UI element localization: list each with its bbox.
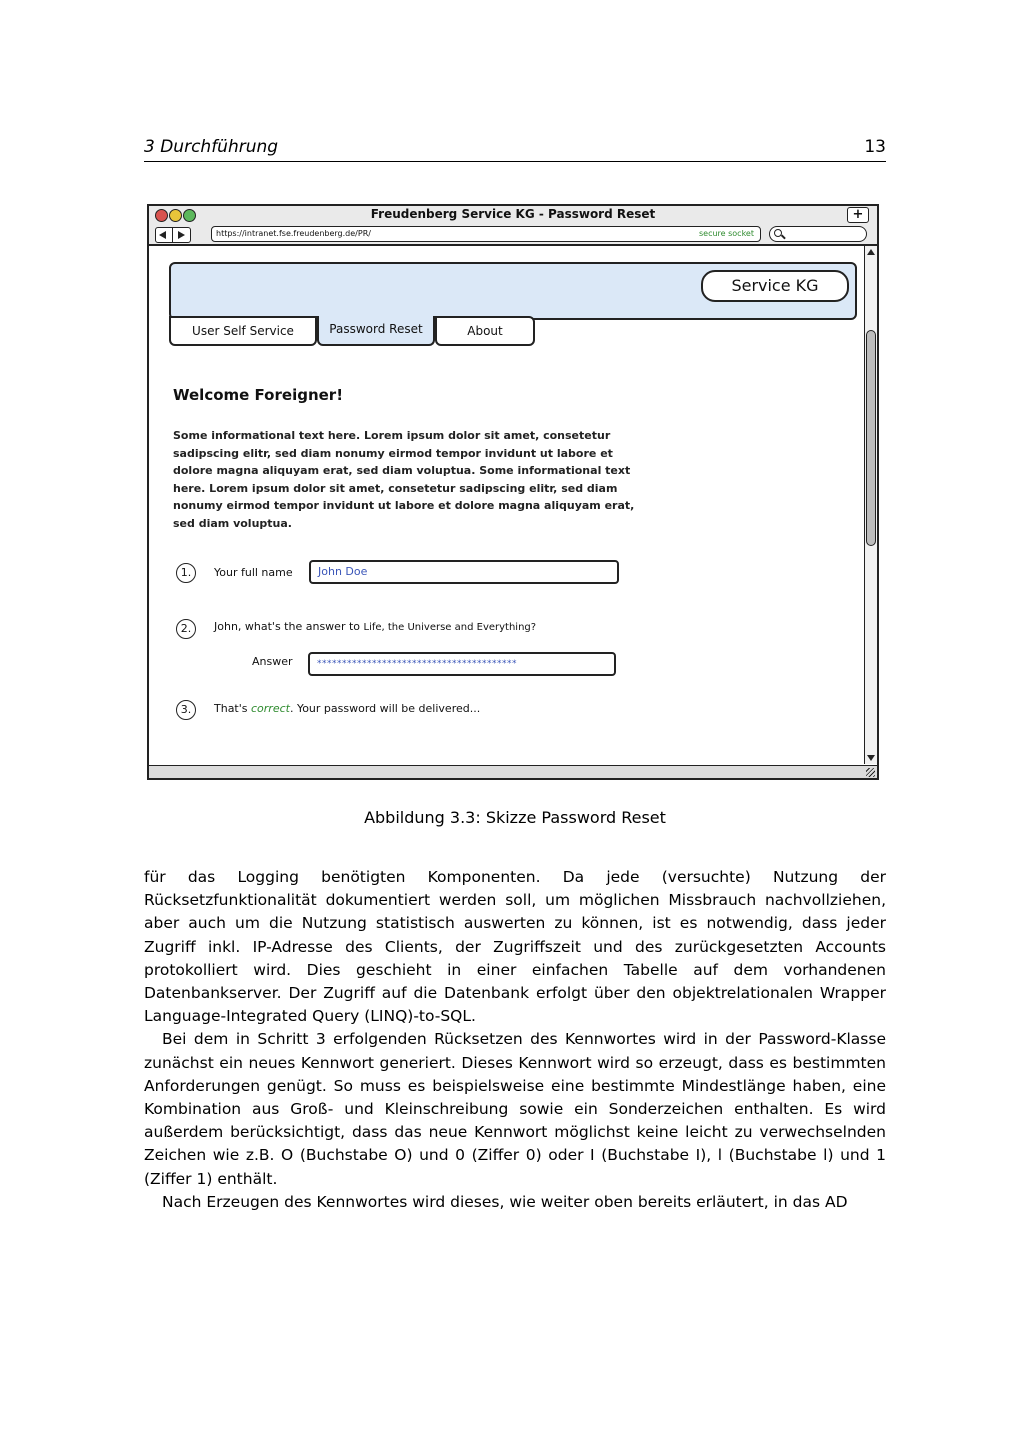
scroll-thumb[interactable] — [866, 330, 876, 546]
browser-titlebar — [149, 206, 877, 246]
answer-label: Answer — [252, 655, 293, 668]
step-2-badge: 2. — [176, 619, 196, 639]
vertical-scrollbar[interactable] — [864, 246, 877, 764]
address-bar[interactable] — [211, 226, 761, 242]
new-tab-button[interactable]: + — [847, 207, 869, 223]
result-suffix: . Your password will be delivered... — [289, 702, 481, 715]
result-message — [214, 702, 480, 716]
search-input[interactable] — [769, 226, 867, 242]
paragraph: für das Logging benötigten Komponenten. Da jede (versuchte) Nutzung der Rücksetzfunktionalität dokumentiert werden soll, um möglichen Missbrauch nachvollziehen, aber auch um die Nutzung statistisch auswerten zu können, ist es notwendig, dass jeder Zugriff inkl. IP-Adresse des Clients, der Zugriffszeit und des zurückgesetzten Accounts protokolliert wird. Dies geschieht in einer einfachen Tabelle auf dem vorhandenen Datenbankserver. Der Zugriff auf die Datenbank erfolgt über den objektrelationalen Wrapper Language-Integrated Query (LINQ)-to-SQL. — [144, 868, 886, 1026]
full-name-label: Your full name — [214, 566, 293, 579]
info-paragraph: Some informational text here. Lorem ipsum dolor sit amet, consetetur sadipscing elitr, sed diam nonumy eirmod tempor invidunt ut labore et dolore magna aliquyam erat, sed diam voluptua. Some informational text here. Lorem ipsum dolor sit amet, consetetur sadipscing elitr, sed diam nonumy eirmod tempor invidunt ut labore et dolore magna aliquyam erat, sed diam voluptua. — [173, 429, 635, 530]
step-3-badge: 3. — [176, 700, 196, 720]
nav-divider — [172, 228, 173, 242]
scroll-down-icon[interactable] — [867, 755, 875, 761]
question-text: John, what's the answer to — [214, 620, 364, 633]
forward-arrow-icon[interactable] — [178, 231, 185, 239]
question-topic: Life, the Universe and Everything? — [363, 622, 537, 633]
security-question — [214, 620, 536, 635]
scroll-up-icon[interactable] — [867, 249, 875, 255]
result-status: correct — [251, 702, 290, 715]
answer-input[interactable]: **************************************** — [308, 652, 616, 676]
figure-caption: Abbildung 3.3: Skizze Password Reset — [364, 808, 666, 827]
url-text: https://intranet.fse.freudenberg.de/PR/ — [216, 229, 371, 238]
header-banner — [169, 262, 857, 320]
password-reset-mockup — [147, 204, 879, 780]
history-nav-buttons — [155, 227, 191, 243]
tab-user-self-service[interactable]: User Self Service — [169, 316, 317, 346]
resize-grip-icon[interactable] — [866, 768, 875, 777]
window-title: Freudenberg Service KG - Password Reset — [370, 207, 656, 221]
running-head — [144, 137, 886, 162]
full-name-input[interactable]: John Doe — [309, 560, 619, 584]
horizontal-scrollbar[interactable] — [149, 765, 877, 778]
secure-socket-label: secure socket — [698, 229, 754, 238]
paragraph: Bei dem in Schritt 3 erfolgenden Rücksetzen des Kennwortes wird in der Password-Klasse zunächst ein neues Kennwort generiert. Dieses Kennwort wird so erzeugt, dass es bestimmten Anforderungen genügt. So muss es beispielsweise eine bestimmte Mindestlänge haben, eine Kombination aus Groß- und Kleinschreibung sowie ein Sonderzeichen enthalten. Es wird außerdem berücksichtigt, dass das neue Kennwort möglichst keine leicht zu verwechselnden Zeichen wie z.B. O (Buchstabe O) und 0 (Ziffer 0) oder I (Buchstabe I), l (Buchstabe l) und 1 (Ziffer 1) enthält. — [144, 1030, 886, 1188]
result-prefix: That's — [214, 702, 251, 715]
paragraph: Nach Erzeugen des Kennwortes wird dieses, wie weiter oben bereits erläutert, in das AD — [162, 1192, 848, 1211]
back-arrow-icon[interactable] — [159, 231, 166, 239]
tab-password-reset[interactable]: Password Reset — [317, 316, 435, 346]
welcome-heading: Welcome Foreigner! — [173, 386, 344, 404]
page-number: 13 — [864, 137, 886, 157]
brand-label: Service KG — [701, 270, 849, 302]
step-1-badge: 1. — [176, 563, 196, 583]
chapter-title: 3 Durchführung — [144, 137, 279, 157]
search-icon-handle — [781, 234, 786, 239]
tab-about[interactable]: About — [435, 316, 535, 346]
body-text — [144, 866, 886, 1214]
page-content — [149, 246, 863, 764]
